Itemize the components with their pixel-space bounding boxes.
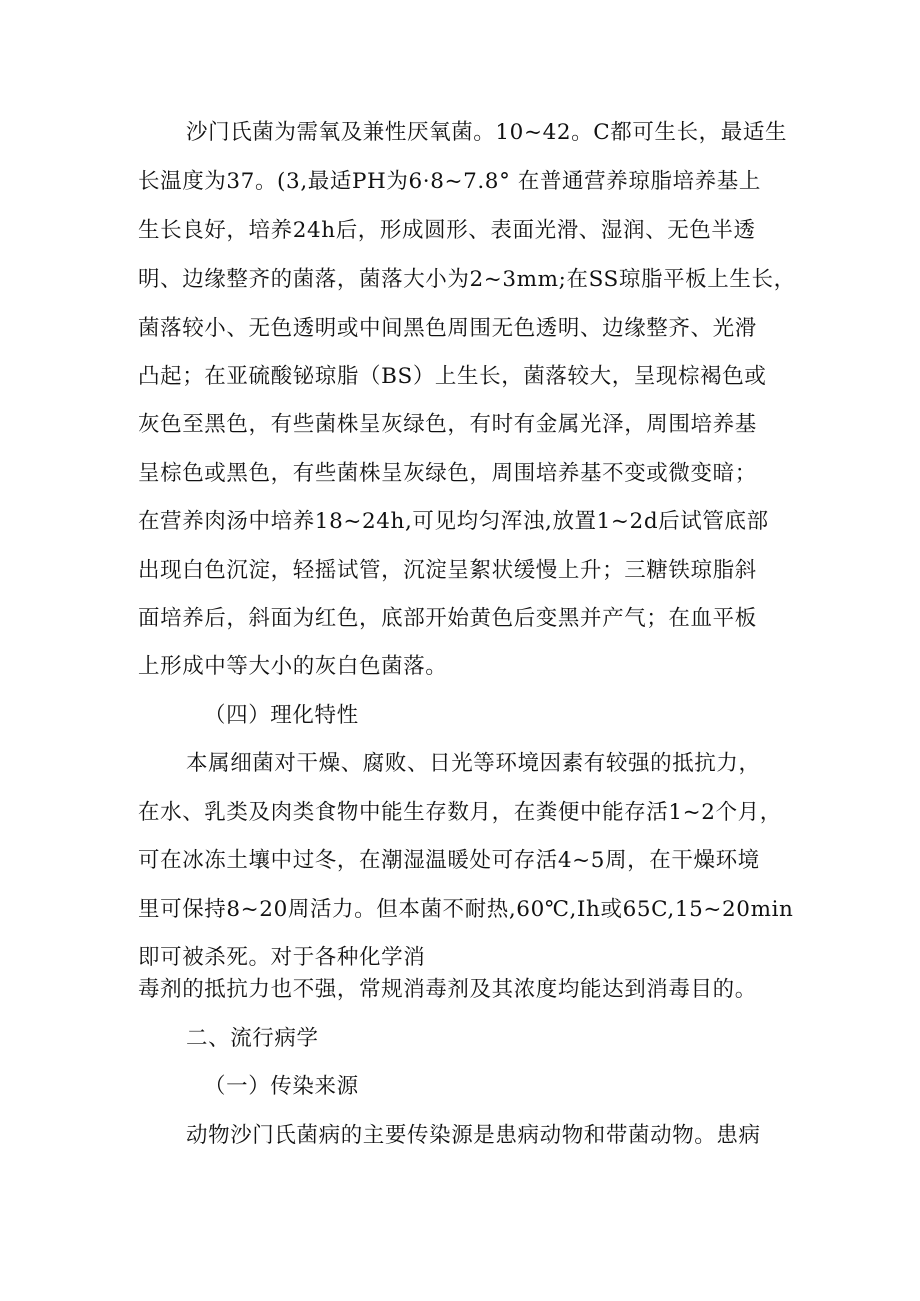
- paragraph-line: 呈棕色或黑色，有些菌株呈灰绿色，周围培养基不变或微变暗；: [138, 461, 757, 486]
- paragraph-line: 本属细菌对干燥、腐败、日光等环境因素有较强的抵抗力，: [186, 751, 761, 776]
- section-heading: （四）理化特性: [204, 703, 359, 728]
- paragraph-line: 明、边缘整齐的菌落，菌落大小为2~3mm;在SS琼脂平板上生长，: [138, 267, 796, 292]
- paragraph-line: 出现白色沉淀，轻摇试管，沉淀呈絮状缓慢上升；三糖铁琼脂斜: [138, 558, 757, 583]
- paragraph-line: 动物沙门氏菌病的主要传染源是患病动物和带菌动物。患病: [186, 1123, 761, 1148]
- paragraph-line: 即可被杀死。对于各种化学消: [138, 945, 426, 970]
- paragraph-line: 毒剂的抵抗力也不强，常规消毒剂及其浓度均能达到消毒目的。: [138, 977, 757, 1002]
- paragraph-line: 面培养后，斜面为红色，底部开始黄色后变黑并产气；在血平板: [138, 606, 757, 631]
- paragraph-line: 沙门氏菌为需氧及兼性厌氧菌。10~42。C都可生长，最适生: [186, 120, 788, 145]
- paragraph-line: 生长良好，培养24h后，形成圆形、表面光滑、湿润、无色半透: [138, 218, 756, 243]
- paragraph-line: 凸起；在亚硫酸铋琼脂（BS）上生长，菌落较大，呈现棕褐色或: [138, 364, 767, 389]
- paragraph-line: 菌落较小、无色透明或中间黑色周围无色透明、边缘整齐、光滑: [138, 316, 757, 341]
- paragraph-line: 灰色至黑色，有些菌株呈灰绿色，有时有金属光泽，周围培养基: [138, 412, 757, 437]
- paragraph-line: 里可保持8~20周活力。但本菌不耐热,60℃,Ih或65C,15~20min: [138, 897, 794, 922]
- section-heading: 二、流行病学: [186, 1026, 319, 1051]
- paragraph-line: 可在冰冻土壤中过冬，在潮湿温暖处可存活4~5周，在干燥环境: [138, 848, 760, 873]
- section-heading: （一）传染来源: [204, 1074, 359, 1099]
- paragraph-line: 上形成中等大小的灰白色菌落。: [138, 654, 448, 679]
- paragraph-line: 长温度为37。(3,最适PH为6·8~7.8° 在普通营养琼脂培养基上: [138, 169, 761, 194]
- paragraph-line: 在营养肉汤中培养18~24h,可见均匀浑浊,放置1~2d后试管底部: [138, 509, 769, 534]
- paragraph-line: 在水、乳类及肉类食物中能生存数月，在粪便中能存活1~2个月，: [138, 800, 782, 825]
